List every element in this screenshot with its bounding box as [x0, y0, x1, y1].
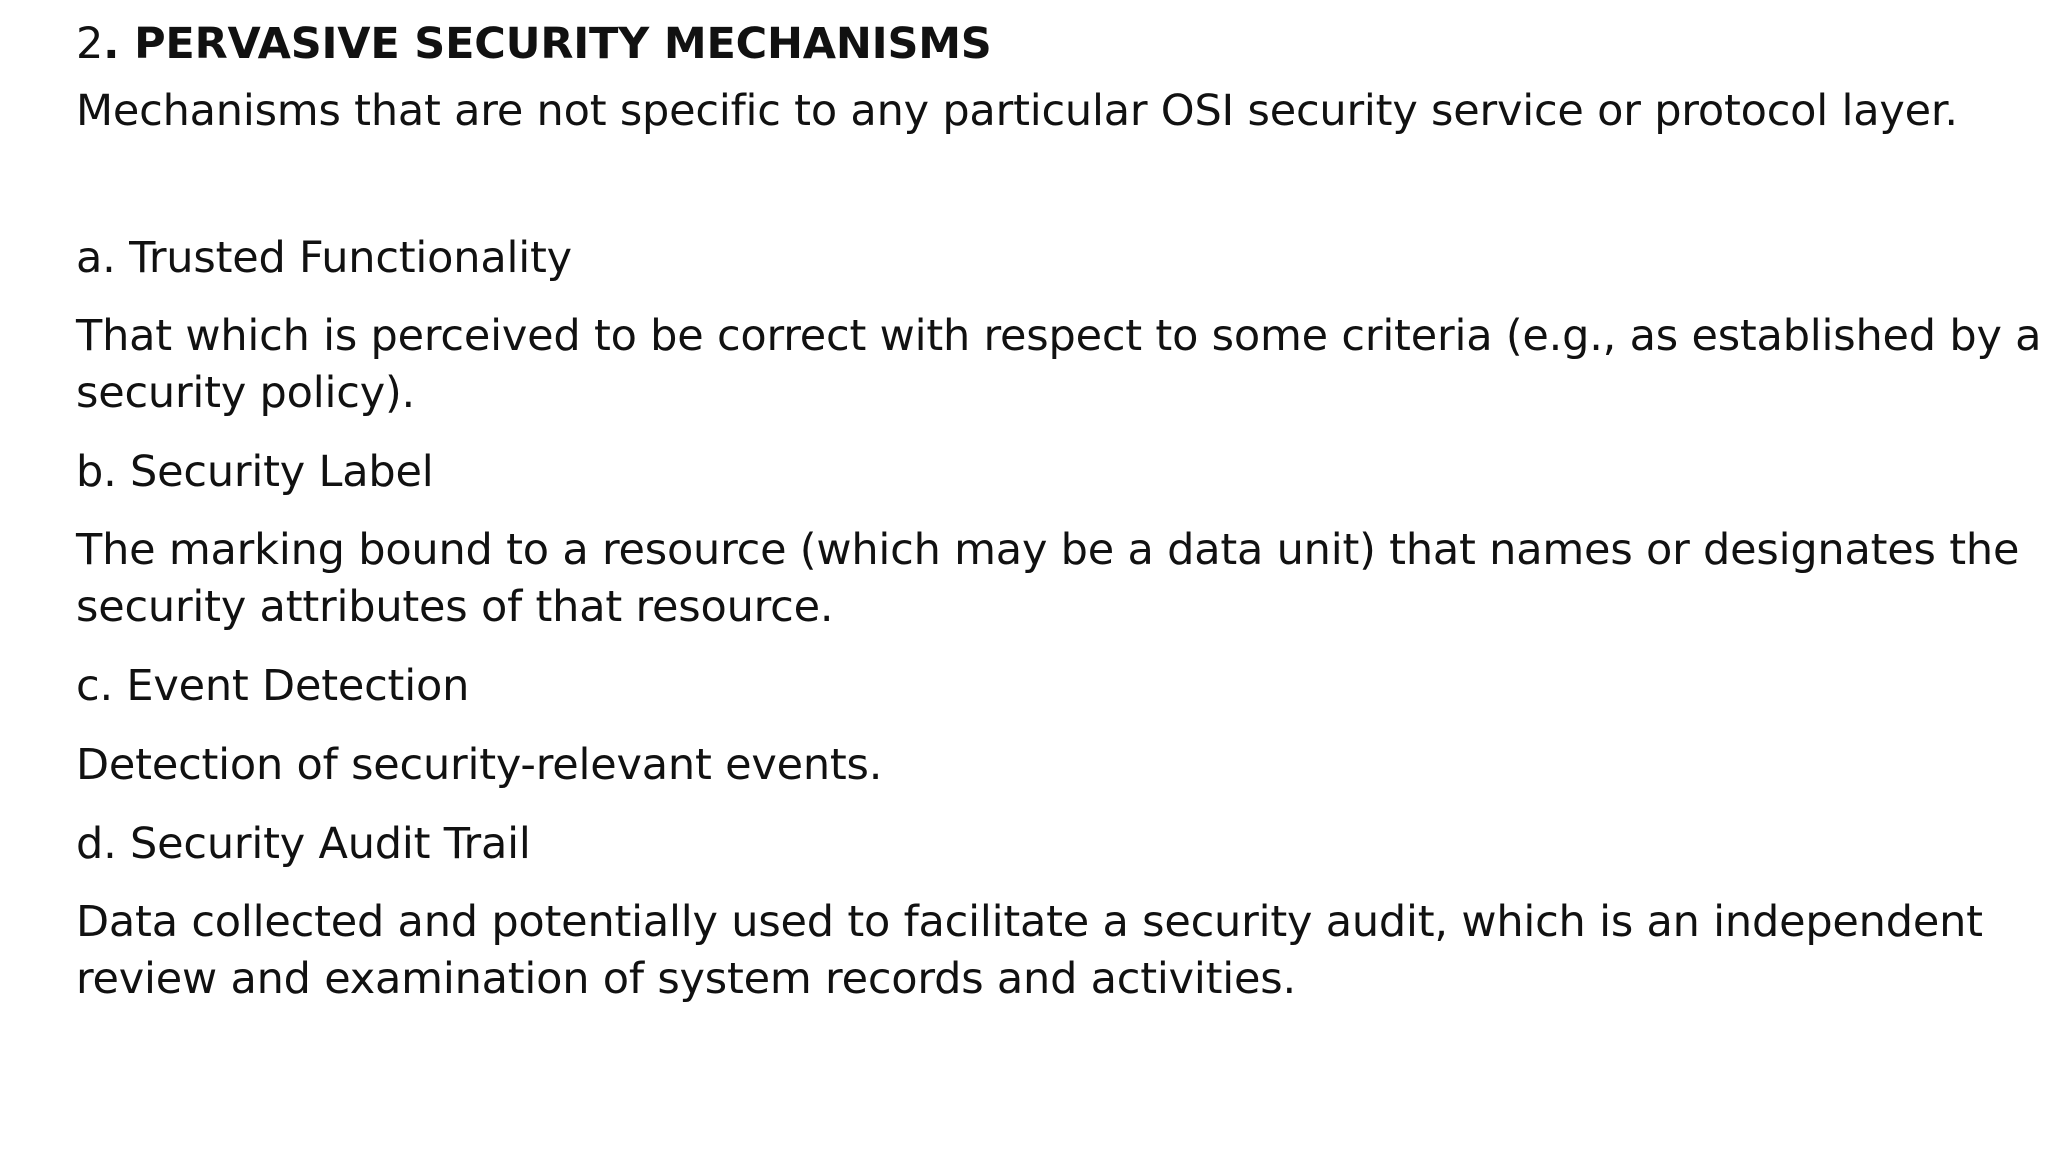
section-heading [76, 16, 992, 73]
item-heading-security-audit-trail: d. Security Audit Trail [76, 819, 531, 869]
item-text-trusted-functionality-line-1: That which is perceived to be correct with respect to some criteria (e.g., as established by a [76, 311, 2042, 361]
item-text-security-audit-trail-line-2: review and examination of system records and activities. [76, 954, 1296, 1004]
item-heading-event-detection: c. Event Detection [76, 661, 470, 711]
item-heading-security-label: b. Security Label [76, 447, 434, 497]
item-text-security-label-line-1: The marking bound to a resource (which may be a data unit) that names or designates the [76, 525, 2020, 575]
item-text-event-detection-line-1: Detection of security-relevant events. [76, 740, 883, 790]
item-text-trusted-functionality-line-2: security policy). [76, 368, 415, 418]
section-number: 2 [76, 19, 104, 69]
item-text-security-audit-trail-line-1: Data collected and potentially used to facilitate a security audit, which is an independent [76, 897, 1983, 947]
item-heading-trusted-functionality: a. Trusted Functionality [76, 233, 572, 283]
section-description: Mechanisms that are not specific to any particular OSI security service or protocol layer. [76, 86, 1958, 136]
item-text-security-label-line-2: security attributes of that resource. [76, 582, 834, 632]
section-title: . PERVASIVE SECURITY MECHANISMS [103, 19, 992, 69]
